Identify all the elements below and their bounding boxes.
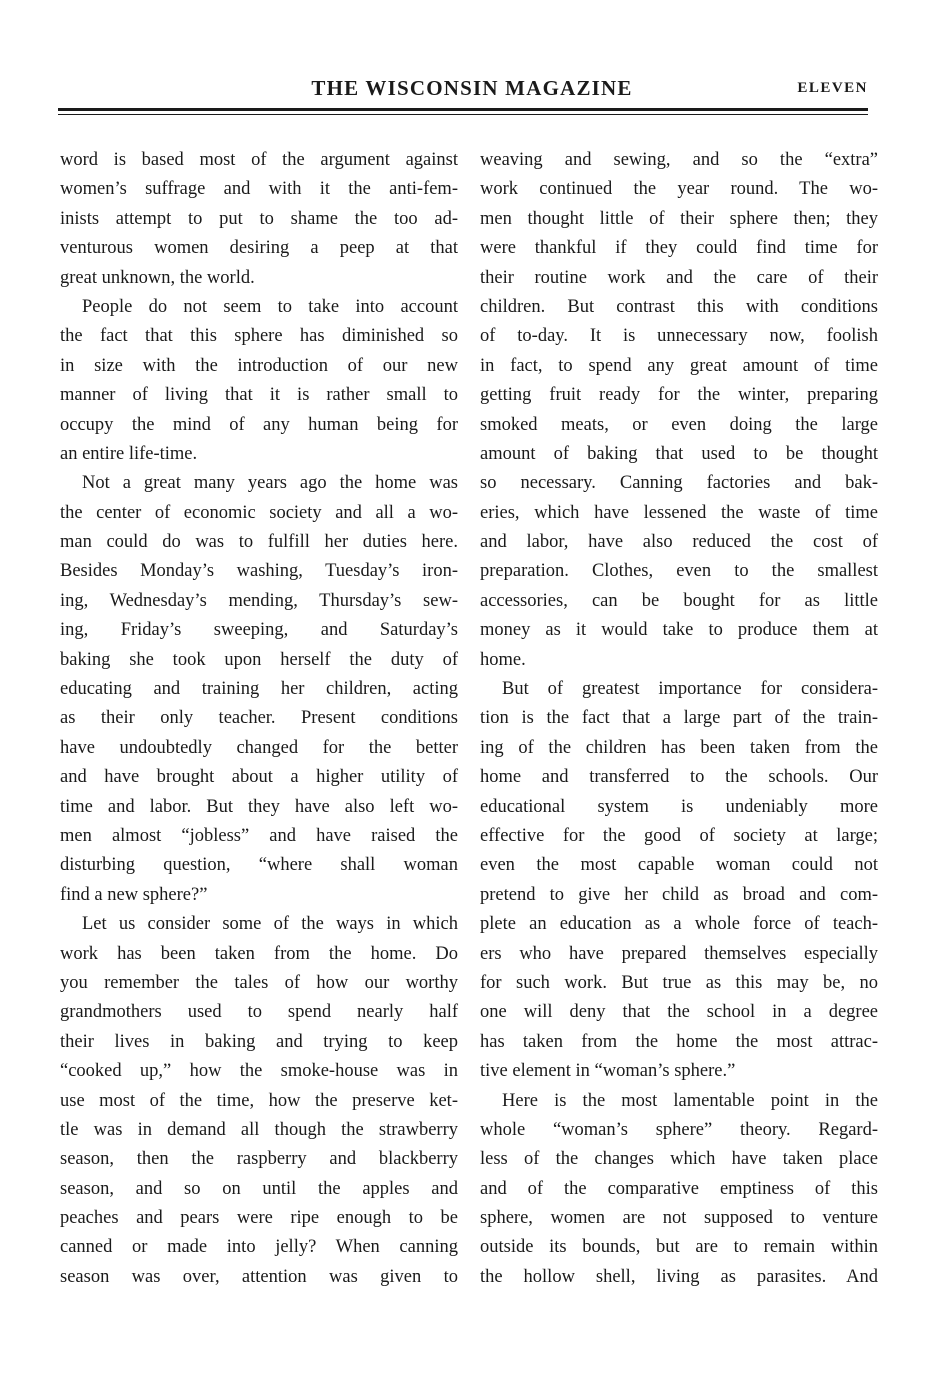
running-header-title: THE WISCONSIN MAGAZINE — [311, 76, 633, 100]
text-line: plete an education as a whole force of teach- — [480, 914, 878, 935]
text-line: inists attempt to put to shame the too ad- — [60, 208, 458, 229]
text-line: occupy the mind of any human being for — [60, 414, 458, 435]
text-line: tion is the fact that a large part of the train- — [480, 708, 878, 729]
text-line: men almost “jobless” and have raised the — [60, 825, 458, 846]
text-line: were thankful if they could find time for — [480, 238, 878, 259]
text-line: But of greatest importance for considera- — [502, 679, 878, 700]
text-line: home. — [480, 649, 526, 670]
text-line: educating and training her children, acting — [60, 679, 458, 700]
text-line: time and labor. But they have also left wo- — [60, 796, 458, 817]
text-line: pretend to give her child as broad and com- — [480, 884, 878, 905]
text-line: their lives in baking and trying to keep — [60, 1031, 458, 1052]
text-line: season, and so on until the apples and — [60, 1178, 458, 1199]
text-line: so necessary. Canning factories and bak- — [480, 473, 878, 494]
text-line: Not a great many years ago the home was — [82, 473, 458, 494]
text-line: even the most capable woman could not — [480, 855, 878, 876]
right-column — [480, 146, 878, 1292]
text-line: peaches and pears were ripe enough to be — [60, 1208, 458, 1229]
text-line: tive element in “woman’s sphere.” — [480, 1061, 736, 1082]
text-line: use most of the time, how the preserve ket- — [60, 1090, 458, 1111]
text-line: less of the changes which have taken place — [480, 1149, 878, 1170]
text-line: an entire life-time. — [60, 443, 198, 464]
text-line: ing, Wednesday’s mending, Thursday’s sew- — [60, 590, 458, 611]
text-line: whole “woman’s sphere” theory. Regard- — [480, 1119, 878, 1140]
text-line: of to-day. It is unnecessary now, foolish — [480, 326, 878, 347]
text-line: manner of living that it is rather small to — [60, 385, 458, 406]
text-line: accessories, can be bought for as little — [480, 590, 878, 611]
text-line: women’s suffrage and with it the anti-fem- — [60, 179, 458, 200]
text-line: disturbing question, “where shall woman — [60, 855, 458, 876]
page-number: ELEVEN — [797, 80, 868, 96]
text-line: ers who have prepared themselves especially — [480, 943, 878, 964]
text-line: ing, Friday’s sweeping, and Saturday’s — [60, 620, 458, 641]
text-line: money as it would take to produce them at — [480, 620, 878, 641]
text-line: baking she took upon herself the duty of — [60, 649, 458, 670]
text-line: outside its bounds, but are to remain within — [480, 1237, 878, 1258]
text-line: and have brought about a higher utility of — [60, 767, 458, 788]
text-line: word is based most of the argument against — [60, 150, 458, 170]
text-line: the center of economic society and all a wo- — [60, 502, 458, 523]
text-line: preparation. Clothes, even to the smallest — [480, 561, 878, 582]
text-line: work has been taken from the home. Do — [60, 943, 458, 964]
text-line: People do not seem to take into account — [82, 296, 458, 317]
text-line: Here is the most lamentable point in the — [502, 1090, 878, 1111]
text-line: season was over, attention was given to — [60, 1266, 458, 1287]
text-line: “cooked up,” how the smoke-house was in — [60, 1061, 458, 1082]
text-line: in size with the introduction of our new — [60, 355, 458, 376]
text-line: have undoubtedly changed for the better — [60, 737, 458, 758]
text-line: one will deny that the school in a degree — [480, 1002, 878, 1023]
text-line: as their only teacher. Present conditions — [60, 708, 458, 729]
text-line: for such work. But true as this may be, no — [480, 972, 878, 993]
text-line: Besides Monday’s washing, Tuesday’s iron- — [60, 561, 458, 582]
text-line: children. But contrast this with conditions — [480, 296, 878, 317]
header-rule-thin — [58, 114, 868, 115]
text-line: grandmothers used to spend nearly half — [60, 1002, 458, 1023]
text-line: man could do was to fulfill her duties here. — [60, 532, 458, 553]
text-line: effective for the good of society at large; — [480, 825, 878, 846]
text-line: the fact that this sphere has diminished so — [60, 326, 458, 347]
text-line: home and transferred to the schools. Our — [480, 767, 878, 788]
text-line: the hollow shell, living as parasites. And — [480, 1266, 878, 1287]
text-line: getting fruit ready for the winter, preparing — [480, 385, 878, 406]
left-column — [60, 146, 458, 1292]
text-line: and of the comparative emptiness of this — [480, 1178, 878, 1199]
text-line: eries, which have lessened the waste of time — [480, 502, 878, 523]
text-line: men thought little of their sphere then; they — [480, 208, 878, 229]
text-line: weaving and sewing, and so the “extra” — [480, 150, 878, 170]
text-line: has taken from the home the most attrac- — [480, 1031, 878, 1052]
header-rule-thick — [58, 108, 868, 111]
text-line: amount of baking that used to be thought — [480, 443, 878, 464]
text-line: venturous women desiring a peep at that — [60, 238, 458, 259]
text-line: season, then the raspberry and blackberry — [60, 1149, 458, 1170]
text-line: smoked meats, or even doing the large — [480, 414, 878, 435]
text-line: ing of the children has been taken from the — [480, 737, 878, 758]
text-line: canned or made into jelly? When canning — [60, 1237, 458, 1258]
text-line: you remember the tales of how our worthy — [60, 972, 458, 993]
text-line: educational system is undeniably more — [480, 796, 878, 817]
text-line: Let us consider some of the ways in which — [82, 914, 458, 935]
text-line: in fact, to spend any great amount of time — [480, 355, 878, 376]
text-line: sphere, women are not supposed to venture — [480, 1208, 878, 1229]
text-line: and labor, have also reduced the cost of — [480, 532, 878, 553]
text-line: great unknown, the world. — [60, 267, 255, 288]
text-line: work continued the year round. The wo- — [480, 179, 878, 200]
text-line: tle was in demand all though the strawberry — [60, 1119, 458, 1140]
text-line: their routine work and the care of their — [480, 267, 878, 288]
text-line: find a new sphere?” — [60, 884, 208, 905]
